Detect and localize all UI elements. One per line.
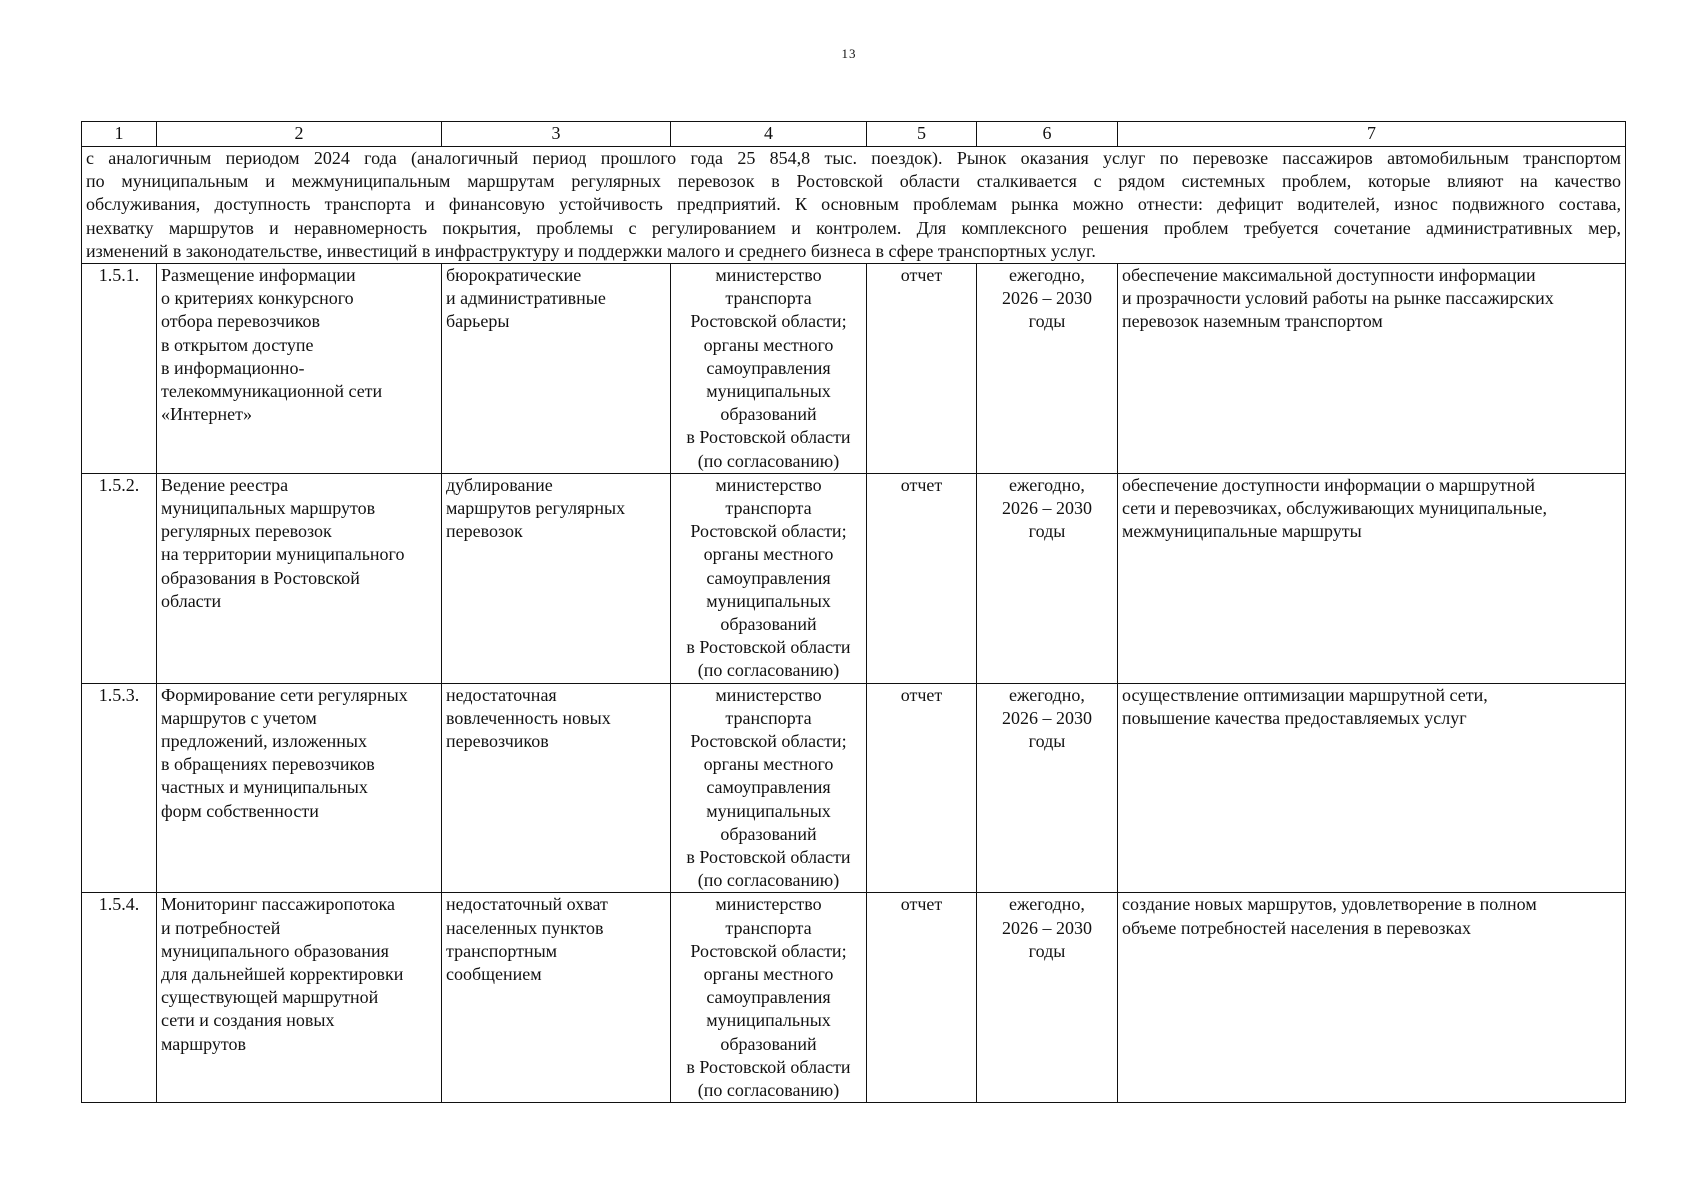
responsible-executor-line: министерство	[715, 474, 822, 495]
measure-name-line: «Интернет»	[161, 404, 252, 425]
deadline-line: ежегодно,	[1009, 684, 1085, 705]
deadline-line: годы	[1028, 940, 1066, 961]
responsible-executor	[671, 473, 867, 683]
responsible-executor-line: министерство	[715, 264, 822, 285]
expected-effect-line: перевозок наземным транспортом	[1122, 311, 1383, 332]
responsible-executor-line: (по согласованию)	[697, 870, 840, 891]
responsible-executor-line: муниципальных	[706, 800, 831, 821]
measure-name-line: муниципальных маршрутов	[161, 497, 376, 518]
responsible-executor-line: в Ростовской области	[686, 847, 851, 868]
problem-description-line: перевозок	[446, 521, 523, 542]
responsible-executor-line: самоуправления	[706, 357, 831, 378]
column-number-row	[82, 122, 1626, 147]
measure-name-line: маршрутов	[161, 1033, 247, 1054]
measure-name-line: Ведение реестра	[161, 474, 289, 495]
problem-description-line: бюрократические	[446, 264, 582, 285]
problem-description-line: вовлеченность новых	[446, 707, 611, 728]
column-number: 3	[442, 122, 671, 147]
measure-name-line: для дальнейшей корректировки	[161, 964, 404, 985]
expected-effect-line: межмуниципальные маршруты	[1122, 521, 1362, 542]
expected-effect-line: сети и перевозчиках, обслуживающих муниципальные,	[1122, 497, 1547, 518]
measure-name-line: в обращениях перевозчиков	[161, 754, 375, 775]
measure-name-line: в информационно-	[161, 357, 305, 378]
responsible-executor-line: муниципальных	[706, 1010, 831, 1031]
deadline	[977, 893, 1118, 1103]
deadline-line: годы	[1028, 311, 1066, 332]
expected-effect	[1118, 893, 1626, 1103]
problem-description-line: населенных пунктов	[446, 917, 604, 938]
measure-name-line: в открытом доступе	[161, 334, 314, 355]
measure-name-line: регулярных перевозок	[161, 521, 332, 542]
result-type-line: отчет	[900, 474, 943, 495]
responsible-executor-line: образований	[720, 404, 817, 425]
column-number: 6	[977, 122, 1118, 147]
deadline-line: 2026 – 2030	[1002, 707, 1092, 728]
deadline-line: 2026 – 2030	[1002, 917, 1092, 938]
measure-name	[157, 893, 442, 1103]
responsible-executor-line: органы местного	[703, 334, 834, 355]
responsible-executor-line: муниципальных	[706, 590, 831, 611]
responsible-executor-line: Ростовской области;	[690, 311, 847, 332]
responsible-executor-line: в Ростовской области	[686, 637, 851, 658]
expected-effect-line: обеспечение максимальной доступности информации	[1122, 264, 1536, 285]
responsible-executor-line: транспорта	[725, 917, 812, 938]
result-type	[867, 473, 977, 683]
measure-name-line: о критериях конкурсного	[161, 288, 354, 309]
column-number: 1	[82, 122, 157, 147]
table-row	[82, 683, 1626, 893]
responsible-executor-line: министерство	[715, 894, 822, 915]
table-row	[82, 893, 1626, 1103]
responsible-executor-line: органы местного	[703, 544, 834, 565]
expected-effect-line: объеме потребностей населения в перевозках	[1122, 917, 1471, 938]
responsible-executor-line: в Ростовской области	[686, 1056, 851, 1077]
measure-name	[157, 263, 442, 473]
responsible-executor-line: министерство	[715, 684, 822, 705]
responsible-executor-line: (по согласованию)	[697, 450, 840, 471]
measure-name-line: на территории муниципального	[161, 544, 405, 565]
result-type	[867, 263, 977, 473]
responsible-executor-line: (по согласованию)	[697, 1080, 840, 1101]
continuation-line: изменений в законодательстве, инвестиций в инфраструктуру и поддержки малого и среднего бизнеса в сфере транспортных услуг.	[86, 240, 1096, 261]
expected-effect-line: обеспечение доступности информации о маршрутной	[1122, 474, 1536, 495]
responsible-executor-line: органы местного	[703, 964, 834, 985]
problem-description	[442, 893, 671, 1103]
table-row	[82, 263, 1626, 473]
measure-name-line: сети и создания новых	[161, 1010, 335, 1031]
problem-description-line: маршрутов регулярных	[446, 497, 626, 518]
responsible-executor-line: самоуправления	[706, 567, 831, 588]
page-number: 13	[841, 46, 857, 61]
result-type-line: отчет	[900, 894, 943, 915]
measure-name-line: Мониторинг пассажиропотока	[161, 894, 395, 915]
result-type	[867, 683, 977, 893]
responsible-executor-line: Ростовской области;	[690, 940, 847, 961]
expected-effect	[1118, 263, 1626, 473]
result-type-line: отчет	[900, 684, 943, 705]
result-type	[867, 893, 977, 1103]
responsible-executor-line: транспорта	[725, 707, 812, 728]
measure-number: 1.5.2.	[82, 473, 157, 683]
measure-name-line: Размещение информации	[161, 264, 356, 285]
responsible-executor-line: транспорта	[725, 288, 812, 309]
measure-name-line: области	[161, 590, 222, 611]
problem-description-line: дублирование	[446, 474, 553, 495]
measure-name-line: образования в Ростовской	[161, 567, 360, 588]
deadline-line: ежегодно,	[1009, 894, 1085, 915]
responsible-executor-line: в Ростовской области	[686, 427, 851, 448]
column-number: 2	[157, 122, 442, 147]
continuation-line: обслуживания, доступность транспорта и финансовую устойчивость предприятий. К основным проблемам рынка можно отнести: дефицит водителей, износ подвижного состава,	[86, 194, 1621, 215]
measure-name-line: частных и муниципальных	[161, 777, 368, 798]
deadline-line: ежегодно,	[1009, 264, 1085, 285]
measure-name-line: отбора перевозчиков	[161, 311, 321, 332]
continuation-line: по муниципальным и межмуниципальным маршрутам регулярных перевозок в Ростовской области сталкивается с рядом системных проблем, которые влияют на качество	[86, 171, 1621, 192]
expected-effect	[1118, 473, 1626, 683]
measure-name-line: и потребностей	[161, 917, 281, 938]
problem-description-line: транспортным	[446, 940, 558, 961]
result-type-line: отчет	[900, 264, 943, 285]
problem-description	[442, 263, 671, 473]
column-number: 4	[671, 122, 867, 147]
measure-name	[157, 473, 442, 683]
responsible-executor-line: Ростовской области;	[690, 731, 847, 751]
deadline	[977, 263, 1118, 473]
deadline-line: годы	[1028, 521, 1066, 542]
measure-name-line: форм собственности	[161, 800, 319, 821]
problem-description	[442, 473, 671, 683]
responsible-executor-line: самоуправления	[706, 777, 831, 798]
problem-description-line: недостаточный охват	[446, 894, 608, 915]
continuation-row	[82, 147, 1626, 264]
measure-name-line: существующей маршрутной	[161, 987, 379, 1008]
responsible-executor	[671, 263, 867, 473]
responsible-executor-line: образований	[720, 613, 817, 634]
responsible-executor-line: самоуправления	[706, 987, 831, 1008]
expected-effect	[1118, 683, 1626, 893]
responsible-executor	[671, 683, 867, 893]
measure-number: 1.5.4.	[82, 893, 157, 1103]
expected-effect-line: создание новых маршрутов, удовлетворение в полном	[1122, 894, 1537, 915]
deadline-line: ежегодно,	[1009, 474, 1085, 495]
column-number: 7	[1118, 122, 1626, 147]
problem-description-line: и административные	[446, 288, 606, 309]
deadline-line: 2026 – 2030	[1002, 497, 1092, 518]
problem-description-line: недостаточная	[446, 684, 557, 705]
responsible-executor-line: Ростовской области;	[690, 521, 847, 542]
responsible-executor-line: (по согласованию)	[697, 660, 840, 681]
expected-effect-line: повышение качества предоставляемых услуг	[1122, 707, 1467, 728]
continuation-text	[82, 147, 1626, 264]
measure-name-line: предложений, изложенных	[161, 731, 367, 751]
responsible-executor-line: органы местного	[703, 754, 834, 775]
responsible-executor-line: образований	[720, 823, 817, 844]
responsible-executor-line: транспорта	[725, 497, 812, 518]
measure-name-line: телекоммуникационной сети	[161, 380, 383, 401]
measure-name-line: Формирование сети регулярных	[161, 684, 408, 705]
measure-number: 1.5.1.	[82, 263, 157, 473]
responsible-executor	[671, 893, 867, 1103]
deadline-line: годы	[1028, 731, 1066, 751]
responsible-executor-line: муниципальных	[706, 380, 831, 401]
measure-name-line: маршрутов с учетом	[161, 707, 317, 728]
deadline-line: 2026 – 2030	[1002, 288, 1092, 309]
problem-description-line: барьеры	[446, 311, 510, 332]
continuation-line: с аналогичным периодом 2024 года (аналогичный период прошлого года 25 854,8 тыс. поездок). Рынок оказания услуг по перевозке пассажиров автомобильным транспортом	[86, 148, 1621, 168]
problem-description-line: перевозчиков	[446, 731, 549, 751]
table-row	[82, 473, 1626, 683]
responsible-executor-line: образований	[720, 1033, 817, 1054]
expected-effect-line: осуществление оптимизации маршрутной сети,	[1122, 684, 1488, 705]
problem-description-line: сообщением	[446, 964, 542, 985]
measure-name-line: муниципального образования	[161, 940, 389, 961]
problem-description	[442, 683, 671, 893]
deadline	[977, 683, 1118, 893]
measures-table	[81, 121, 1626, 1103]
continuation-line: нехватку маршрутов и неравномерность покрытия, проблемы с регулированием и контролем. Для комплексного решения проблем требуется сочетание административных мер,	[86, 217, 1621, 238]
expected-effect-line: и прозрачности условий работы на рынке пассажирских	[1122, 288, 1554, 309]
measure-number: 1.5.3.	[82, 683, 157, 893]
deadline	[977, 473, 1118, 683]
measure-name	[157, 683, 442, 893]
column-number: 5	[867, 122, 977, 147]
